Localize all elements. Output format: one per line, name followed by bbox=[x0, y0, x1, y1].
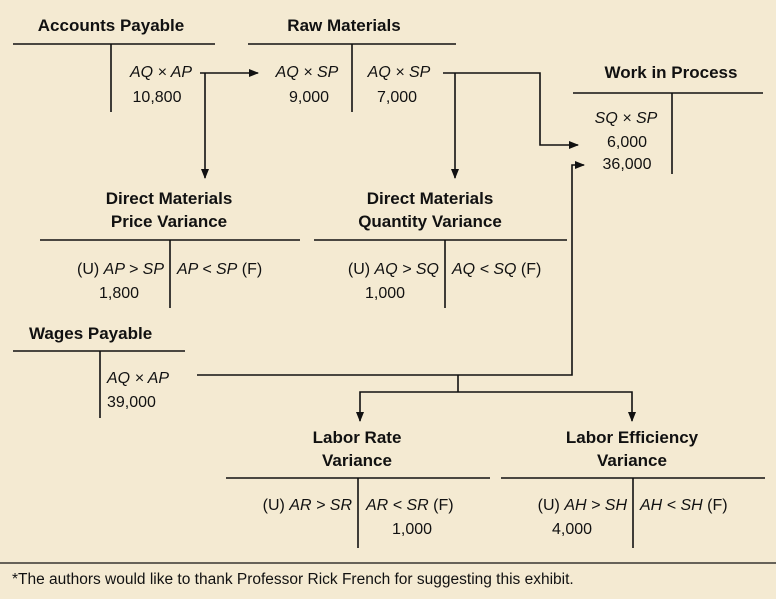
accounts-payable-title: Accounts Payable bbox=[37, 16, 185, 35]
labor-efficiency-variance-left-value: 4,000 bbox=[551, 521, 593, 538]
wages-payable-value: 39,000 bbox=[107, 394, 156, 411]
raw-materials-debit-formula: AQ × SP bbox=[275, 64, 339, 81]
labor-efficiency-variance-left-formula: (U) AH > SH bbox=[537, 497, 627, 514]
accounts-payable-formula: AQ × AP bbox=[129, 64, 193, 81]
arrow-rm-to-wip bbox=[443, 73, 578, 145]
labor-rate-variance-title-line2: Variance bbox=[322, 451, 392, 470]
labor-rate-variance-title-line1: Labor Rate bbox=[312, 428, 402, 447]
dm-quantity-variance-left-formula: (U) AQ > SQ bbox=[347, 261, 439, 278]
labor-rate-variance-right-value: 1,000 bbox=[391, 521, 433, 538]
labor-rate-variance-left-formula: (U) AR > SR bbox=[262, 497, 352, 514]
dm-price-variance-title-line2: Price Variance bbox=[110, 212, 228, 231]
dm-price-variance-left-formula: (U) AP > SP bbox=[77, 261, 164, 278]
footer-note: *The authors would like to thank Professor Rick French for suggesting this exhibit. bbox=[12, 571, 574, 588]
dm-price-variance-right-formula: AP < SP (F) bbox=[177, 261, 263, 278]
work-in-process-title: Work in Process bbox=[604, 63, 738, 82]
raw-materials-credit-formula: AQ × SP bbox=[367, 64, 431, 81]
raw-materials-title: Raw Materials bbox=[287, 16, 401, 35]
dm-quantity-variance-left-value: 1,000 bbox=[364, 285, 406, 302]
wages-payable-formula: AQ × AP bbox=[107, 370, 170, 387]
labor-efficiency-variance-title-line2: Variance bbox=[597, 451, 667, 470]
labor-rate-variance-right-formula: AR < SR (F) bbox=[366, 497, 454, 514]
work-in-process-value-labor: 36,000 bbox=[602, 156, 652, 173]
labor-efficiency-variance-right-formula: AH < SH (F) bbox=[640, 497, 728, 514]
wages-payable-title: Wages Payable bbox=[29, 324, 153, 343]
arrow-to-lrv bbox=[360, 392, 458, 421]
raw-materials-credit-value: 7,000 bbox=[376, 89, 418, 106]
dm-price-variance-left-value: 1,800 bbox=[98, 285, 140, 302]
dm-quantity-variance-title-line1: Direct Materials bbox=[366, 189, 494, 208]
work-in-process-value-materials: 6,000 bbox=[606, 134, 648, 151]
dm-quantity-variance-title-line2: Quantity Variance bbox=[358, 212, 502, 231]
dm-price-variance-title-line1: Direct Materials bbox=[105, 189, 233, 208]
dm-quantity-variance-right-formula: AQ < SQ (F) bbox=[452, 261, 542, 278]
arrow-to-lev bbox=[458, 392, 632, 421]
raw-materials-debit-value: 9,000 bbox=[288, 89, 330, 106]
labor-efficiency-variance-title-line1: Labor Efficiency bbox=[565, 428, 699, 447]
work-in-process-formula: SQ × SP bbox=[594, 110, 658, 127]
accounts-payable-value: 10,800 bbox=[132, 89, 182, 106]
